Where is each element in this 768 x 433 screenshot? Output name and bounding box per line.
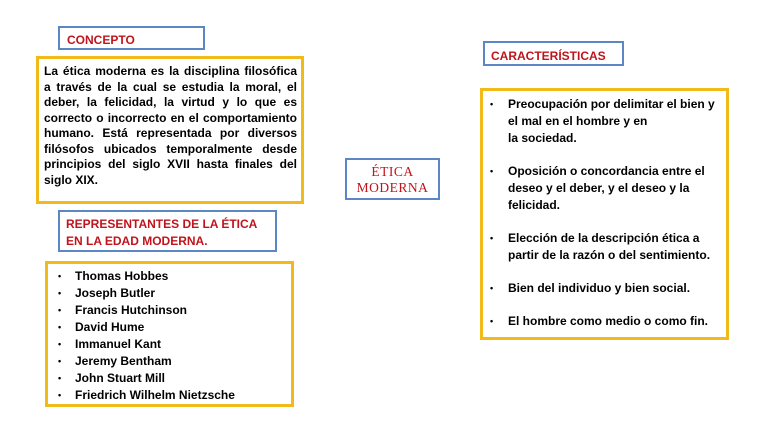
bullet-icon: •: [58, 373, 62, 383]
representantes-heading: REPRESENTANTES DE LA ÉTICA EN LA EDAD MODERNA.: [66, 217, 257, 248]
concepto-body-box: [36, 56, 304, 204]
list-item: • Preocupación por delimitar el bien y el mal en el hombre y en la sociedad.: [490, 97, 715, 145]
list-item: • Joseph Butler: [58, 286, 156, 300]
bullet-icon: •: [490, 316, 494, 326]
list-item: • Oposición o concordancia entre el deseo y el deber, y el deseo y la felicidad.: [490, 164, 705, 212]
list-item: • El hombre como medio o como fin.: [490, 314, 709, 328]
bullet-icon: •: [58, 288, 62, 298]
bullet-icon: •: [58, 322, 62, 332]
caracteristicas-list: [488, 96, 720, 330]
bullet-icon: •: [58, 305, 62, 315]
concepto-heading: CONCEPTO: [67, 33, 135, 47]
bullet-icon: •: [490, 166, 494, 176]
bullet-icon: •: [58, 356, 62, 366]
list-item: • Francis Hutchinson: [58, 303, 188, 317]
bullet-icon: •: [58, 390, 62, 400]
list-item: • Thomas Hobbes: [58, 269, 169, 283]
caracteristicas-heading: CARACTERÍSTICAS: [491, 49, 606, 63]
caracteristicas-list-box: [480, 88, 729, 340]
center-title-box: [345, 158, 440, 200]
bullet-icon: •: [490, 99, 494, 109]
bullet-icon: •: [58, 271, 62, 281]
bullet-icon: •: [490, 233, 494, 243]
list-item: • Immanuel Kant: [58, 337, 162, 351]
bullet-icon: •: [490, 283, 494, 293]
representantes-heading-box: [58, 210, 277, 252]
representantes-list: [56, 268, 287, 404]
list-item: • Bien del individuo y bien social.: [490, 281, 691, 295]
list-item: • David Hume: [58, 320, 145, 334]
bullet-icon: •: [58, 339, 62, 349]
caracteristicas-heading-box: [483, 41, 624, 66]
concepto-body-text: La ética moderna es la disciplina filosófica a través de la cual se estudia la moral, el deber, la felicidad, la virtud y lo que es correcto o incorrecto en el comportamiento humano. Está representada por diversos filósofos ubicados temporalmente desde principios del siglo XVII hasta finales del siglo XIX.: [44, 64, 297, 187]
list-item: • Friedrich Wilhelm Nietzsche: [58, 388, 235, 402]
list-item: • Jeremy Bentham: [58, 354, 172, 368]
center-title-line1: ÉTICA: [371, 164, 414, 179]
center-title-line2: MODERNA: [356, 180, 429, 195]
list-item: • John Stuart Mill: [58, 371, 165, 385]
list-item: • Elección de la descripción ética a partir de la razón o del sentimiento.: [490, 231, 711, 262]
representantes-list-box: [45, 261, 294, 407]
concepto-heading-box: [58, 26, 205, 50]
